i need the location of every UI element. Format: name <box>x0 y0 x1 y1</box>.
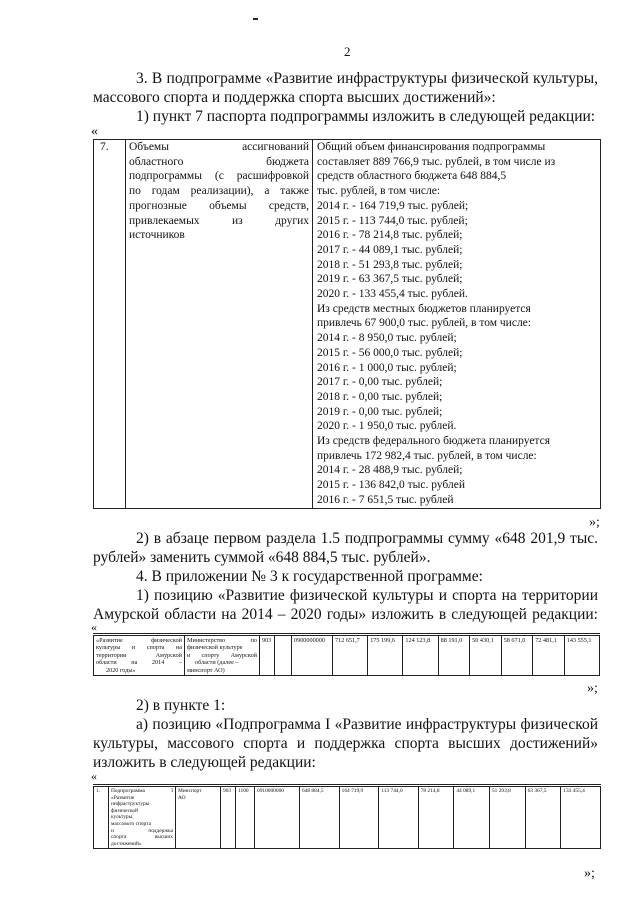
section3-line1: 3. В подпрограмме «Развитие инфраструктуры физической культуры, <box>136 70 598 87</box>
subprogram-value-cell: 133 455,4 <box>561 786 601 849</box>
program-value-cell: 88 191,0 <box>438 635 470 676</box>
close-quote-2: »; <box>587 681 598 696</box>
para-a-line2: культуры, массового спорта и поддержка спорта высших достижений» <box>93 735 598 752</box>
subprogram-value-cell: 63 367,5 <box>525 786 561 849</box>
program-table <box>93 633 600 676</box>
subprogram-value-cell: 164 719,9 <box>339 786 379 849</box>
program-value-cell: 175 199,6 <box>368 635 403 676</box>
para-a-line3: изложить в следующей редакции: <box>93 754 316 771</box>
page-number: 2 <box>344 44 351 59</box>
subprogram-target-cell: 0910000000 <box>255 786 300 849</box>
program-value-cell: 50 430,1 <box>470 635 502 676</box>
subprogram-number-cell: 1. <box>94 786 109 849</box>
subprogram-value-cell: 113 744,0 <box>379 786 418 849</box>
subprogram-value-cell: 78 214,8 <box>418 786 454 849</box>
program-target-cell: 0900000000 <box>292 635 333 676</box>
subprogram-value-cell: 44 089,1 <box>454 786 490 849</box>
close-quote-1: »; <box>589 515 600 530</box>
subprogram-ministry-cell: Минспорт АО <box>176 786 221 849</box>
para-punkt1: 2) в пункте 1: <box>136 697 226 714</box>
program-code-cell: 903 <box>260 635 275 676</box>
open-quote-3: « <box>91 769 97 783</box>
passport-table <box>93 139 601 509</box>
program-value-cell: 58 671,0 <box>501 635 533 676</box>
subprogram-table <box>93 784 601 849</box>
program-value-cell: 712 651,7 <box>333 635 368 676</box>
program-value-cell: 72 481,1 <box>533 635 565 676</box>
section4-line3: Амурской области на 2014 – 2020 годы» изложить в следующей редакции: <box>93 606 598 623</box>
open-quote: « <box>91 124 98 139</box>
para2-line2: рублей» заменить суммой «648 884,5 тыс. рублей». <box>93 549 431 566</box>
subprogram-section-cell: 1100 <box>236 786 255 849</box>
program-value-cell: 143 555,1 <box>564 635 599 676</box>
subprogram-value-cell: 51 293,8 <box>489 786 525 849</box>
open-quote-2: « <box>91 620 97 634</box>
program-name-cell: «Развитие физической культуры и спорта на территории Амурской области на 2014 – 2020 годы» <box>94 635 185 676</box>
passport-row-number: 7. <box>94 140 126 509</box>
scan-mark <box>253 18 258 20</box>
subprogram-value-cell: 648 884,5 <box>300 786 340 849</box>
section4-line1: 4. В приложении № 3 к государственной программе: <box>136 568 483 585</box>
para-a-line1: а) позицию «Подпрограмма I «Развитие инфраструктуры физической <box>136 716 598 733</box>
para2-line1: 2) в абзаце первом раздела 1.5 подпрограммы сумму «648 201,9 тыс. <box>136 530 598 547</box>
section3-line3: 1) пункт 7 паспорта подпрограммы изложить в следующей редакции: <box>136 108 596 125</box>
passport-row-name: Объемы ассигнований областного бюджета подпрограммы (с расшифровкой по годам реализации), а также прогнозные объемы средств, привлекаемых из других источников <box>126 140 313 509</box>
passport-row-value: Общий объем финансирования подпрограммы составляет 889 766,9 тыс. рублей, в том числе из средств областного бюджета 648 884,5 тыс. рублей, в том числе: 2014 г. - 164 719,9 тыс. рублей; 2015 г. - 113 744,0 тыс. рублей; 2016 г. - 78 214,8 тыс. рублей; 2017 г. - 44 089,1 тыс. рублей; 2018 г. - 51 293,8 тыс. рублей; 2019 г. - 63 367,5 тыс. рублей; 2020 г. - 133 455,4 тыс. рублей. Из средств местных бюджетов планируется привлечь 67 900,0 тыс. рублей, в том числе: 2014 г. - 8 950,0 тыс. рублей; 2015 г. - 56 000,0 тыс. рублей; 2016 г. - 1 000,0 тыс. рублей; 2017 г. - 0,00 тыс. рублей; 2018 г. - 0,00 тыс. рублей; 2019 г. - 0,00 тыс. рублей; 2020 г. - 1 950,0 тыс. рублей. Из средств федерального бюджета планируется привлечь 172 982,4 тыс. рублей, в том числе: 2014 г. - 28 488,9 тыс. рублей; 2015 г. - 136 842,0 тыс. рублей 2016 г. - 7 651,5 тыс. рублей <box>313 140 601 509</box>
close-quote-3: »; <box>584 866 595 881</box>
subprogram-code-cell: 903 <box>221 786 236 849</box>
program-value-cell: 124 123,8 <box>403 635 438 676</box>
program-blank-cell <box>275 635 292 676</box>
section4-line2: 1) позицию «Развитие физической культуры и спорта на территории <box>136 587 598 604</box>
program-ministry-cell: Министерство по физической культуре и спорту Амурской области (далее – минспорт АО) <box>185 635 260 676</box>
section3-line2: массового спорта и поддержка спорта высших достижений»: <box>93 89 496 106</box>
subprogram-name-cell: Подпрограмма I «Развитие инфраструктуры физической культуры, массового спорта и поддержка спорта высших достижений» <box>109 786 176 849</box>
